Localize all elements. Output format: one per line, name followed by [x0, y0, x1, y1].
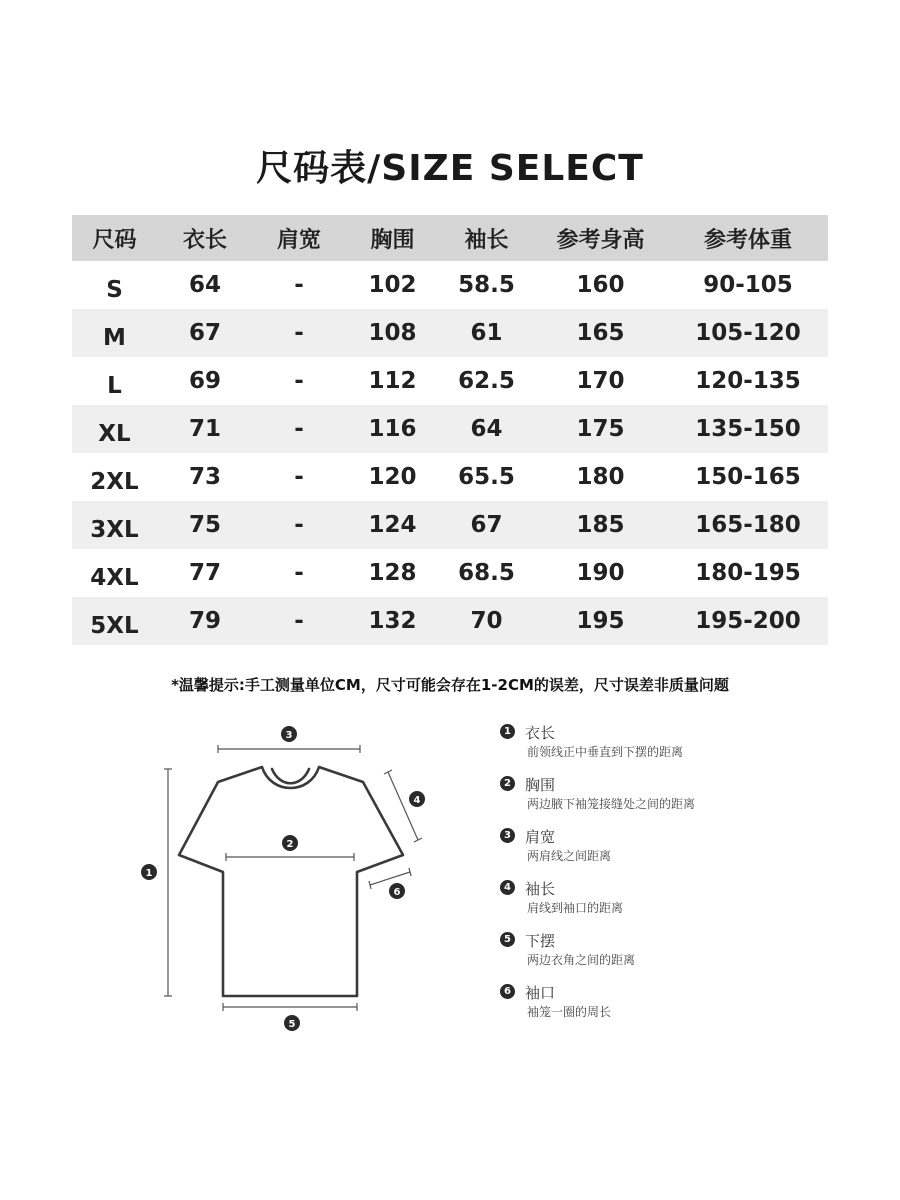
cell-chest: 132 [345, 597, 440, 645]
legend-description: 两边衣角之间的距离 [527, 953, 636, 967]
marker-3 [281, 726, 297, 742]
measurement-legend [500, 722, 820, 1034]
cell-length: 64 [188, 272, 221, 298]
cell-chest: 102 [368, 272, 417, 298]
cell-weight: 135-150 [668, 405, 828, 453]
cell-sleeve: 67 [440, 501, 533, 549]
measurement-note: *温馨提示:手工测量单位CM，尺寸可能会存在1-2CM的误差，尺寸误差非质量问题 [171, 676, 729, 694]
marker-4 [409, 791, 425, 807]
cell-length: 75 [157, 501, 253, 549]
cell-shoulder: - [253, 405, 345, 453]
cell-height: 170 [576, 368, 625, 394]
header-height: 参考身高 [533, 215, 668, 261]
cell-chest: 116 [345, 405, 440, 453]
cell-size: XL [72, 405, 157, 453]
legend-item-hem [500, 930, 820, 982]
legend-number: 5 [500, 932, 515, 947]
marker-5 [284, 1015, 300, 1031]
cell-sleeve: 62.5 [458, 368, 515, 394]
cell-height: 175 [533, 405, 668, 453]
cell-weight: 195-200 [668, 597, 828, 645]
svg-text:3: 3 [285, 730, 293, 741]
legend-number: 3 [500, 828, 515, 843]
cell-length: 73 [188, 464, 221, 490]
legend-number: 2 [500, 776, 515, 791]
cell-size: 4XL [90, 565, 139, 591]
header-shoulder: 肩宽 [253, 215, 345, 261]
cell-size: 3XL [72, 501, 157, 549]
legend-name: 衣长 [525, 724, 556, 742]
svg-text:2: 2 [286, 839, 294, 850]
svg-text:1: 1 [145, 868, 153, 879]
cell-chest: 112 [368, 368, 417, 394]
header-chest: 胸围 [345, 215, 440, 261]
size-table [72, 215, 828, 645]
cell-size: L [107, 373, 122, 399]
table-row [72, 357, 828, 405]
cell-shoulder: - [294, 464, 304, 490]
cell-size: 5XL [72, 597, 157, 645]
cell-length: 67 [157, 309, 253, 357]
table-row [72, 501, 828, 549]
cell-chest: 108 [345, 309, 440, 357]
cell-shoulder: - [253, 501, 345, 549]
table-row [72, 261, 828, 309]
cell-shoulder: - [294, 272, 304, 298]
legend-name: 胸围 [525, 776, 556, 794]
cell-height: 160 [576, 272, 625, 298]
legend-description: 肩线到袖口的距离 [527, 901, 624, 915]
cell-sleeve: 70 [440, 597, 533, 645]
legend-number: 6 [500, 984, 515, 999]
legend-name: 下摆 [525, 932, 556, 950]
cell-weight: 120-135 [695, 368, 801, 394]
legend-item-sleeve [500, 878, 820, 930]
tshirt-diagram [120, 712, 450, 1042]
legend-description: 两肩线之间距离 [527, 849, 612, 863]
cell-chest: 120 [368, 464, 417, 490]
legend-description: 袖笼一圈的周长 [527, 1005, 612, 1019]
svg-text:5: 5 [288, 1019, 296, 1030]
cell-height: 180 [576, 464, 625, 490]
legend-name: 肩宽 [525, 828, 556, 846]
cell-length: 69 [188, 368, 221, 394]
cell-weight: 90-105 [703, 272, 793, 298]
cell-length: 79 [157, 597, 253, 645]
cell-shoulder: - [294, 560, 304, 586]
cell-weight: 165-180 [668, 501, 828, 549]
marker-6 [389, 883, 405, 899]
legend-name: 袖口 [525, 984, 556, 1002]
header-weight: 参考体重 [668, 215, 828, 261]
header-length: 衣长 [157, 215, 253, 261]
cell-chest: 128 [368, 560, 417, 586]
table-row [72, 453, 828, 501]
cell-sleeve: 61 [440, 309, 533, 357]
marker-1 [141, 864, 157, 880]
table-header-row [72, 215, 828, 261]
cell-size: M [72, 309, 157, 357]
legend-item-cuff [500, 982, 820, 1034]
cell-chest: 124 [345, 501, 440, 549]
header-size: 尺码 [72, 215, 157, 261]
page-title: 尺码表/SIZE SELECT [256, 148, 644, 189]
marker-2 [282, 835, 298, 851]
cell-length: 77 [188, 560, 221, 586]
cell-weight: 180-195 [695, 560, 801, 586]
cell-size: 2XL [90, 469, 139, 495]
legend-description: 前领线正中垂直到下摆的距离 [527, 745, 684, 759]
cell-height: 165 [533, 309, 668, 357]
legend-name: 袖长 [525, 880, 556, 898]
cell-weight: 150-165 [695, 464, 801, 490]
legend-number: 1 [500, 724, 515, 739]
legend-number: 4 [500, 880, 515, 895]
cell-shoulder: - [294, 368, 304, 394]
legend-item-shoulder [500, 826, 820, 878]
svg-text:4: 4 [413, 795, 421, 806]
table-row [72, 405, 828, 453]
cell-shoulder: - [253, 309, 345, 357]
legend-description: 两边腋下袖笼接缝处之间的距离 [527, 797, 696, 811]
cell-height: 195 [533, 597, 668, 645]
cell-sleeve: 58.5 [458, 272, 515, 298]
svg-text:6: 6 [393, 887, 401, 898]
legend-item-chest [500, 774, 820, 826]
cell-height: 185 [533, 501, 668, 549]
cell-sleeve: 64 [440, 405, 533, 453]
cell-sleeve: 65.5 [458, 464, 515, 490]
cell-size: S [106, 277, 123, 303]
cell-sleeve: 68.5 [458, 560, 515, 586]
legend-item-length [500, 722, 820, 774]
cell-height: 190 [576, 560, 625, 586]
table-row [72, 309, 828, 357]
table-row [72, 549, 828, 597]
table-row [72, 597, 828, 645]
cell-shoulder: - [253, 597, 345, 645]
cuff-measure-line [370, 872, 410, 885]
cell-length: 71 [157, 405, 253, 453]
tshirt-collar [272, 769, 309, 783]
cell-weight: 105-120 [668, 309, 828, 357]
header-sleeve: 袖长 [440, 215, 533, 261]
